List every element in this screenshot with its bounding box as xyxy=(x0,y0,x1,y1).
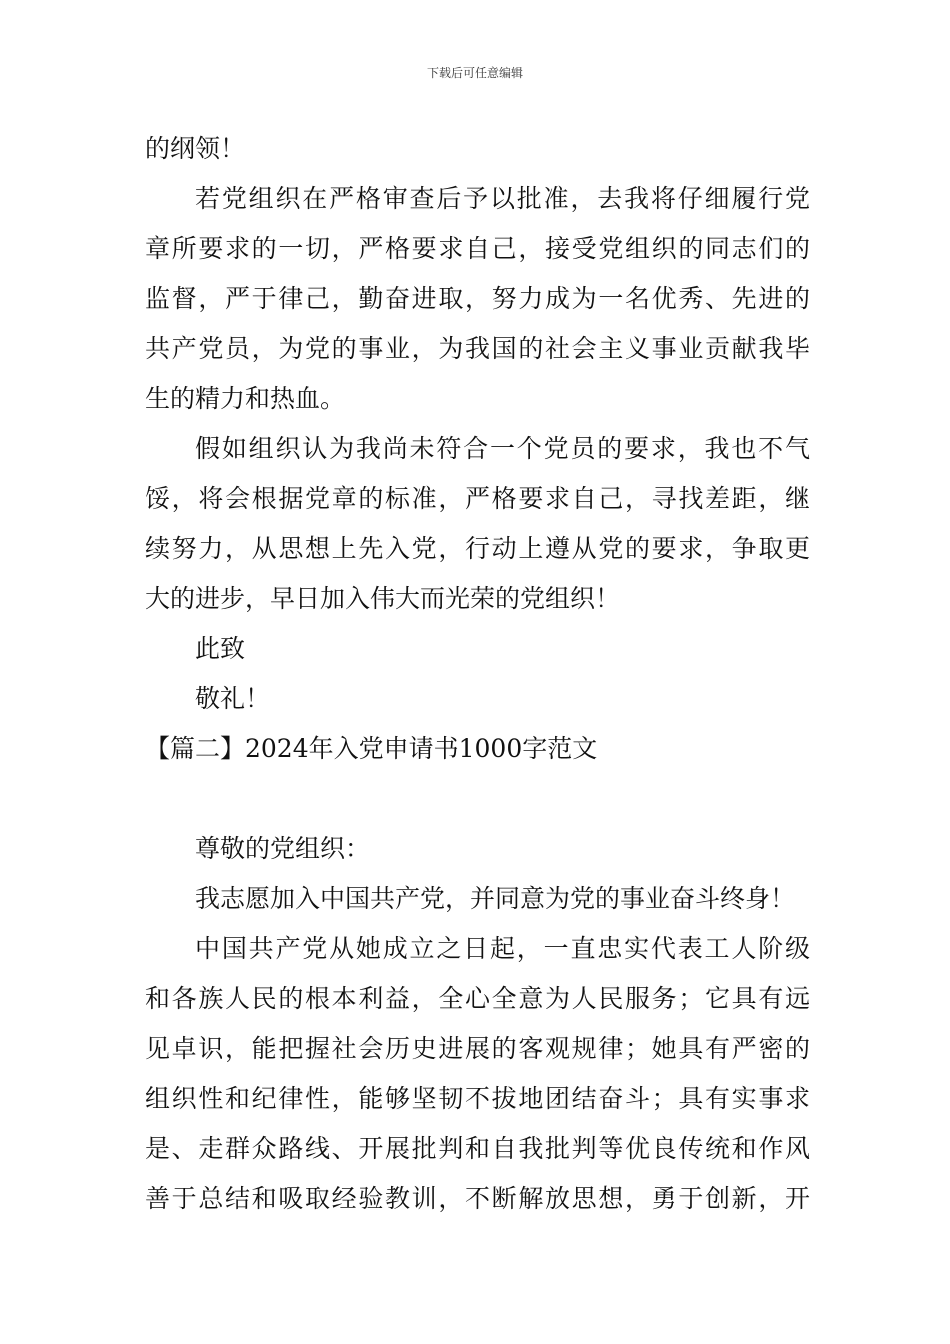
text-line: 我志愿加入中国共产党，并同意为党的事业奋斗终身！ xyxy=(195,884,796,913)
text-line: 续努力，从思想上先入党，行动上遵从党的要求，争取更 xyxy=(145,534,810,563)
text-line: 假如组织认为我尚未符合一个党员的要求，我也不气 xyxy=(195,434,810,463)
text-line: 大的进步，早日加入伟大而光荣的党组织！ xyxy=(145,584,621,613)
greeting-line: 尊敬的党组织： xyxy=(195,834,371,863)
text-line: 和各族人民的根本利益，全心全意为人民服务；它具有远 xyxy=(145,984,810,1013)
text-line: 善于总结和吸取经验教训，不断解放思想，勇于创新，开 xyxy=(145,1184,810,1213)
salutation-line: 此致 xyxy=(195,634,246,663)
text-line: 组织性和纪律性，能够坚韧不拔地团结奋斗；具有实事求 xyxy=(145,1084,810,1113)
text-line: 共产党员，为党的事业，为我国的社会主义事业贡献我毕 xyxy=(145,334,810,363)
document-body xyxy=(145,124,810,1224)
text-line: 见卓识，能把握社会历史进展的客观规律；她具有严密的 xyxy=(145,1034,810,1063)
text-line: 的纲领！ xyxy=(145,134,246,163)
salutation-line: 敬礼！ xyxy=(195,684,271,713)
text-line: 若党组织在严格审查后予以批准，去我将仔细履行党 xyxy=(195,184,810,213)
section-heading: 【篇二】2024年入党申请书1000字范文 xyxy=(145,734,598,763)
text-line: 馁，将会根据党章的标准，严格要求自己，寻找差距，继 xyxy=(145,484,810,513)
page-header: 下载后可任意编辑 xyxy=(426,66,523,80)
blank-line xyxy=(145,774,810,824)
text-line: 生的精力和热血。 xyxy=(145,384,346,413)
text-line: 监督，严于律己，勤奋进取，努力成为一名优秀、先进的 xyxy=(145,284,810,313)
text-line: 章所要求的一切，严格要求自己，接受党组织的同志们的 xyxy=(145,234,810,263)
text-line: 是、走群众路线、开展批判和自我批判等优良传统和作风 xyxy=(145,1134,810,1163)
text-line: 中国共产党从她成立之日起，一直忠实代表工人阶级 xyxy=(195,934,810,963)
